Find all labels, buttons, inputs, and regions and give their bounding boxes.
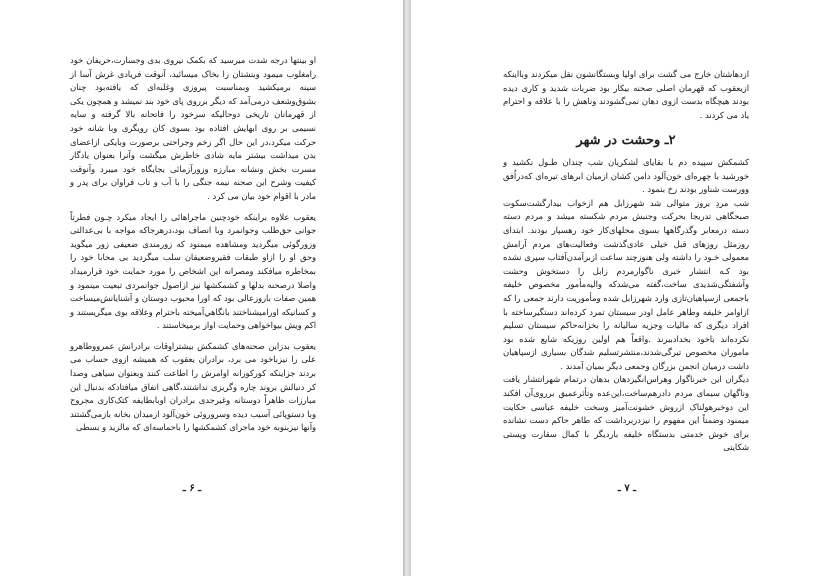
right-page-number: ـ ۷ ـ xyxy=(617,483,637,494)
left-page-number: ـ ۶ ـ xyxy=(182,483,202,494)
chapter-heading: ۲ـ وحشت در شهر xyxy=(576,133,676,149)
right-paragraph-3: دیگران این خبرناگوار وهراس‌انگیزدهان بدهان درتمام شهرانتشار یافت وناگهان سیمای مردم دادرهم‌ساخت،این‌عده وتأثرعمیق برروی‌آن افکند این دوخبرهولناک ازروش خشونت‌آمیز وسخت خلیفه عباسی حکایت میمنود وضمناً این مفهوم را نیزدربرداشت که طاهر حاکم دست نشانده برای خوش خدمتی بدستگاه خلیفه باردیگر با کمال سقارت وپستی شکایتی xyxy=(503,374,749,453)
left-text-column xyxy=(70,54,316,435)
right-page xyxy=(411,0,814,576)
left-paragraph-2: یعقوب علاوه براینکه خودچنین ماجراهائی را ایجاد میکرد چـون فطرتاً جوانی حق‌طلب وجوانمرد وبا انصاف بود،درهرجاکه مواجه با بی‌عدالتی وزورگوئی میگردید ومشاهده میمنود که زورمندی ضعیفی زور میگوید وحق او را ازاو طبقات فقیروضعیفان سلب میگردید بی محابا خود را بمخاطره میافکند ومصرانه این اشخاص را مورد حمایت خود قرارمیداد واصلا درصحنه بدلها و کشمکشها نیز ازاصول جوانمردی تبعیت مینمود و همین صفات باروزعالی بود که اورا محبوب دوستان و آشنایانش‌میساخت و کسانیکه اوراميشناختند بانگاهي‌آميخته باحترام وعلاقه بوی میگریستند و اکم ویش بیواخواهی وحمایت اواز برمیخاستند . xyxy=(70,211,316,331)
right-intro-paragraph: ازدهاشتان خارج می گشت برای اولیا وبستگانشون نقل میکردند وبااینکه ازیعقوب که قهرمان اصلی صحنه بیکار بود ضربات شدید و کاری دیده بودند هیچگاه بدست ازوی دهان نمی‌گشودند وناهش را با علاقه و احترام یاد می کردند . xyxy=(503,69,749,120)
book-gutter xyxy=(403,0,411,576)
right-paragraph-2: شب مردِ بروز متوالی شد شهرزابل هم ازخواب بیدارگشت‌سکوت صبحگاهی تدریجا بحرکت وجنبش مردم شکسته میشد و مردم دسته دسته درمعابر وگذرگاهها بسوی محلهای‌کار خود رهسپار بودند. ابتدای روزمثل روزهای قبل خیلی عادی‌گذشت وفعالیت‌های مردم آرامش معمولی خـود را داشته ولی هنوزچند ساعت ازبرآمدن‌آفتاب سپری نشده بود کـه انتشار خبری ناگوارمردم زابل را دستخوش وحشت وآشفتگی‌شدیدی ساخت،گفته می‌شدکه والیه‌مأمور مخصوص خلیفه باجمعی ازسپاهیان‌تازی وارد شهرزابل شده ومأموریت دارند جمعی را که ازاوامر خلیفه وطاهر عامل اودر سیستان تمرد کرده‌اند دستگیرساخته با افراد دیگری که مالیات وجزیه سالیانه را بخزانه‌حاکم سیستان تسلیم نکرده‌اند باخود بخداد‌ببرند .واقعاً هم اولین روزیکه شایع شده بود ماموران مخصوص تیرگی‌شدند،منتشرتسلیم شدگان بسیاری ازسپاهیان داشت درمیان انجمن بزرگان وجمعی دیگر بمیان آمدند . xyxy=(503,197,749,371)
right-paragraph-1: کشمکش سپیده دم با بقایای لشکریان شب چندان طـول نکشید و خورشید با چهره‌ای خون‌آلود دامن کشان ازمیان ابرهای تیره‌ای که‌دراُفق وورست شناور بودند رخ بنمود . xyxy=(503,156,749,195)
left-page xyxy=(0,0,403,576)
left-paragraph-3: یعقوب بدزاین صحنه‌های کشمکش بیشتراوقات برادرانش عمرووطاهرو علی را نیزباخود می برد، برادران یعقوب که همیشه ازوی حساب می بردند جزاینکه کورکورانه اوامرش را اطاعت کنند وبعنوان سیاهی وصدا کر دنبالش بروند چاره وگریزی نداشتند،گاهی اتفاق میافتادکه بدنبال این مبارزات ظاهراً دوستانه وغیرجدی برادران اوبابطایفه کتک‌کاری مجروح وبا دستوپائی آسیب دیده وسروروئی خون‌آلود ازمیدان بخانه بازمی‌گشتند وآنها نیزبنوبه خود ماجرای کشمکشها را باحماسه‌ای که مالزید و بسطی xyxy=(70,340,316,433)
right-text-column xyxy=(503,68,749,455)
left-paragraph-1: او بینتها درجه شدت میرسید که بکمک نیروی بدی وجسارت،حریفان خود رامغلوب میمود وبنشتان را بخاک میسائید، آنوقت فریادی غرش آسا از سینه برمیکشید وبمناسبت پیروزی وغلبه‌ای که یافته‌بود چنان بشوق‌وشعف درمی‌آمد که دیگر برروی پای خود بند نمیشد و همچون یکی از قهرمانان تاریخی دوحالیکه سرخود را فاتحانه بالا گرفته و سایه نسیمی بر روی ابهایش افتاده بود بسوی کان رویگری وبا شانه خود حرکت میکرد،در این حال اگر زخم وجراحتی برصورت وبایکی ازاعضای بدن میداشت بیشتر مایه شادی خاطرش میگشت وآنرا بعنوان یادگار مسرت بخش ونشانه مبارزه وزورآزمائی بجایگاه خود میبرد وآنوقت کیفیت وشرح این صحنه نیمه جنگی را با آب و تاب فراوان برای پدر و مادر با اقوام خود بیان می کرد . xyxy=(70,55,316,201)
